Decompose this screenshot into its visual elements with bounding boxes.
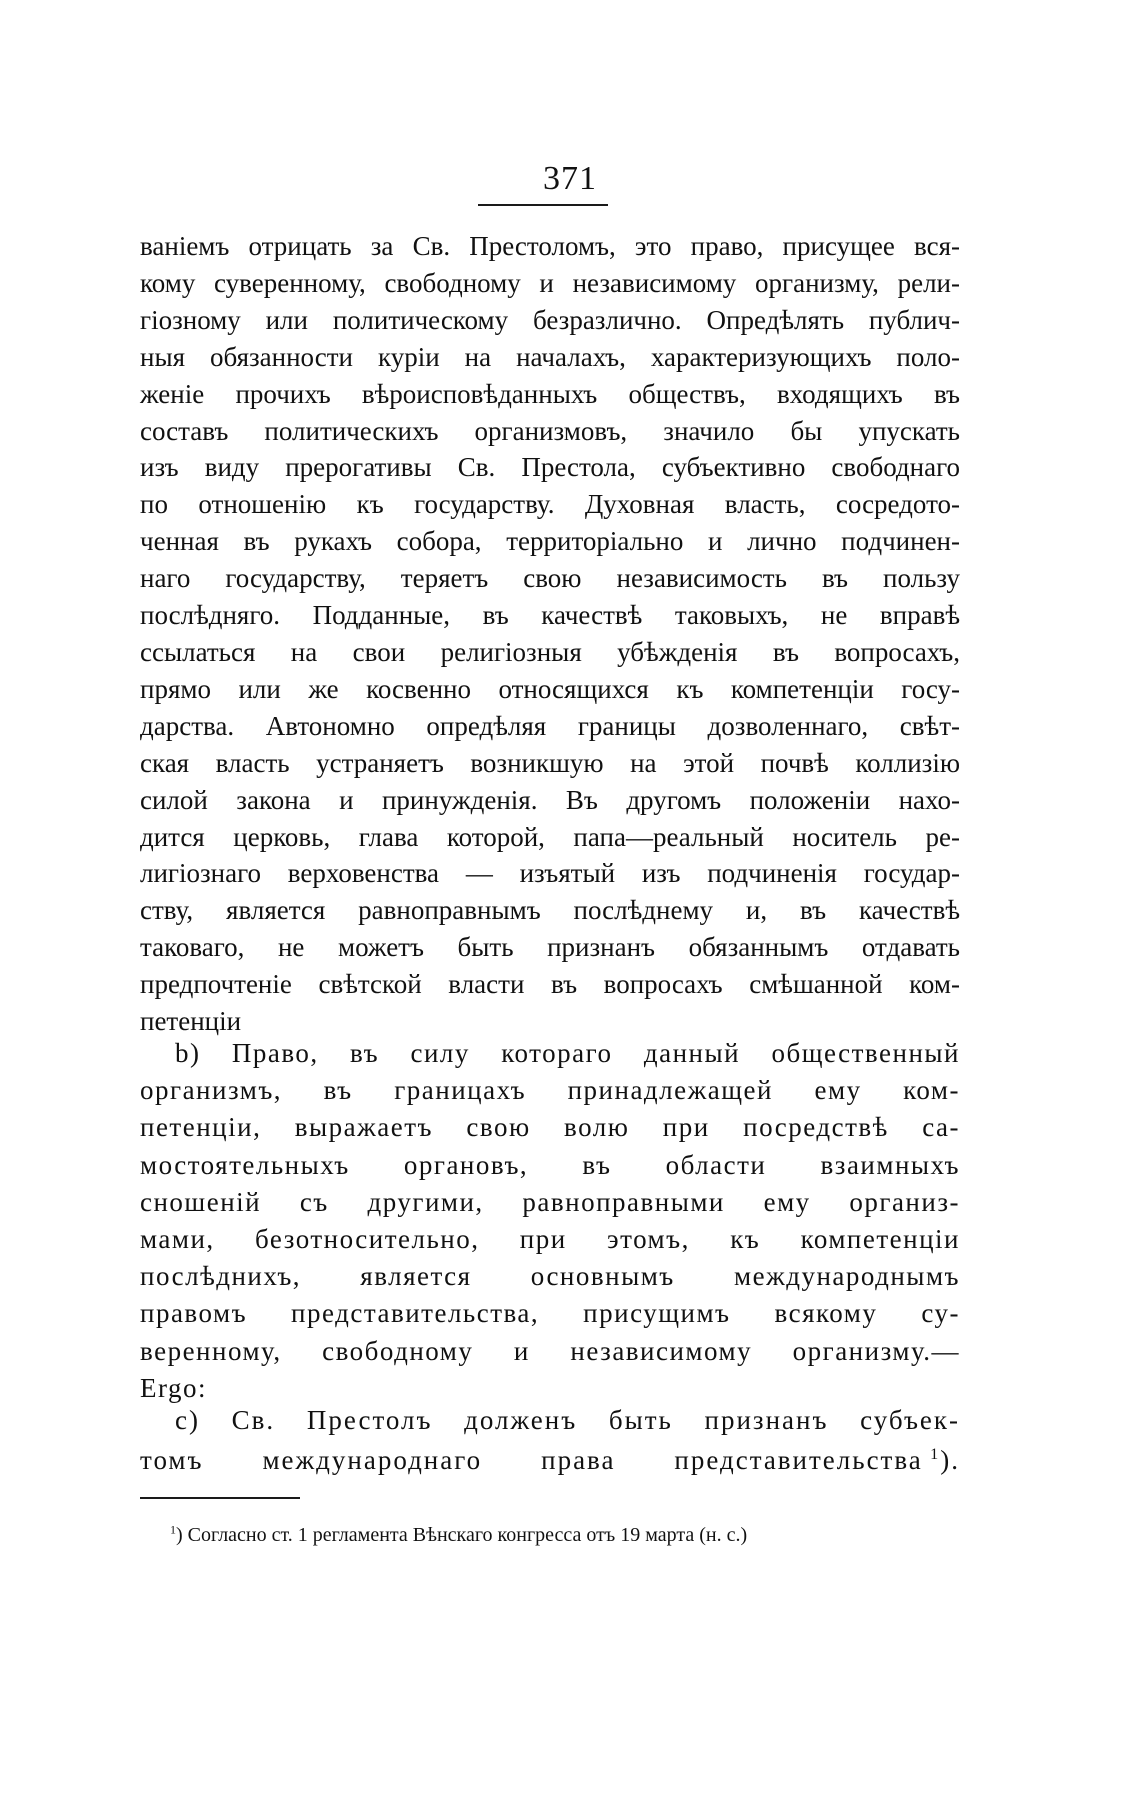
footnote [170, 1520, 960, 1550]
text-line: прямо или же косвенно относящихся къ компетенціи госу- [140, 673, 960, 704]
text-line: гіозному или политическому безразлично. Опредѣлять публич- [140, 304, 960, 335]
text-line: женіе прочихъ вѣроисповѣданныхъ обществъ, входящихъ въ [140, 378, 960, 409]
paragraph-c [140, 1400, 960, 1480]
text-line: ссылаться на свои религіозныя убѣжденія въ вопросахъ, [140, 636, 960, 667]
text-line: кому суверенному, свободному и независимому организму, рели- [140, 267, 960, 298]
text-line: составъ политическихъ организмовъ, значило бы упускать [140, 415, 960, 446]
text-line: лигіознаго верховенства — изъятый изъ подчиненія государ- [140, 858, 960, 889]
text-line: по отношенію къ государству. Духовная власть, сосредото- [140, 489, 960, 520]
text-line: изъ виду прерогативы Св. Престола, субъективно свободнаго [140, 452, 960, 483]
paragraph-b [140, 1035, 960, 1407]
text-line: силой закона и принужденія. Въ другомъ положеніи нахо- [140, 784, 960, 815]
text-line: ченная въ рукахъ собора, территоріально и лично подчинен- [140, 526, 960, 557]
text-line: дарства. Автономно опредѣляя границы дозволеннаго, свѣт- [140, 710, 960, 741]
text-line: ству, является равноправнымъ послѣднему и, въ качествѣ [140, 895, 960, 926]
text-line: дится церковь, глава которой, папа—реальный носитель ре- [140, 821, 960, 852]
text-line: послѣднихъ, является основнымъ международнымъ [140, 1261, 960, 1292]
text-line: c) Св. Престолъ долженъ быть признанъ субъек- [175, 1405, 960, 1435]
text-line: b) Право, въ силу котораго данный общественный [175, 1038, 960, 1068]
text-line: Ergo: [140, 1372, 207, 1403]
text-line: таковаго, не можетъ быть признанъ обязаннымъ отдавать [140, 932, 960, 963]
text-line: петенціи [140, 1006, 242, 1037]
text-line: ская власть устраняетъ возникшую на этой почвѣ коллизію [140, 747, 960, 778]
text-line: ваніемъ отрицать за Св. Престоломъ, это право, присущее вся- [140, 231, 960, 261]
page-number: 371 [543, 160, 597, 197]
text-line: правомъ представительства, присущимъ всякому су- [140, 1298, 960, 1329]
header-rule [478, 204, 608, 206]
text-line [140, 1440, 960, 1480]
paragraph-a [140, 228, 960, 1040]
text-line: петенціи, выражаетъ свою волю при посредствѣ са- [140, 1112, 960, 1143]
text-line: мами, безотносительно, при этомъ, къ компетенціи [140, 1224, 960, 1255]
text-line-end: ). [940, 1445, 960, 1475]
text-line: послѣдняго. Подданные, въ качествѣ таковыхъ, не вправѣ [140, 600, 960, 631]
text-line-content: томъ международнаго права представительства [140, 1445, 923, 1475]
text-line: наго государству, теряетъ свою независимость въ пользу [140, 563, 960, 594]
footnote-rule [140, 1497, 300, 1499]
text-line: веренному, свободному и независимому организму.— [140, 1335, 960, 1366]
text-line: организмъ, въ границахъ принадлежащей ему ком- [140, 1075, 960, 1106]
footnote-mark: 1 [170, 1522, 176, 1537]
footnote-reference[interactable]: 1 [930, 1445, 941, 1463]
text-line: сношеній съ другими, равноправными ему организ- [140, 1186, 960, 1217]
text-line: мостоятельныхъ органовъ, въ области взаимныхъ [140, 1149, 960, 1180]
footnote-text: ) Согласно ст. 1 регламента Вѣнскаго конгресса отъ 19 марта (н. с.) [176, 1524, 748, 1546]
text-line: ныя обязанности куріи на началахъ, характеризующихъ поло- [140, 341, 960, 372]
text-line: предпочтеніе свѣтской власти въ вопросахъ смѣшанной ком- [140, 969, 960, 1000]
